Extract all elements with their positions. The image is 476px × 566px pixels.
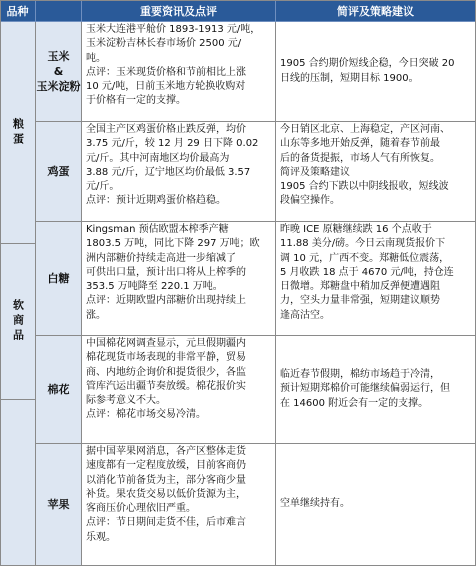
header-category-label: 品种	[6, 4, 29, 18]
product-apple-line-1: 苹果	[47, 498, 70, 511]
product-sugar-line-1: 白糖	[47, 272, 70, 285]
header-news-label: 重要资讯及点评	[140, 4, 217, 18]
strategy-corn: 1905 合约期价短线企稳，今日突破 20 日线的压制，短期目标 1900。	[280, 58, 455, 84]
product-apple	[36, 444, 82, 566]
product-corn-line-2: &	[53, 65, 64, 78]
header-category	[0, 0, 36, 22]
strategy-egg: 今日销区北京、上海稳定，产区河南、 山东等多地开始反弹，随着春节前最 后的备货提振，市场人气有所恢复。 简评及策略建议 1905 合约下跌以中阴线报收，短线波 段偏空操作。	[276, 122, 476, 222]
news-cotton: 中国棉花网调查显示，元旦假期疆内 棉花现货市场表现的非常平静，贸易 商、内地纺企询价和提货很少，各监 管库汽运出疆节奏放缓。棉花报价实 际参考意义不大。 点评：棉花市场交易冷清。	[82, 336, 276, 444]
category-apple-blank	[0, 400, 36, 566]
news-egg: 全国主产区鸡蛋价格止跌反弹，均价 3.75 元/斤，较 12 月 29 日下降 0.02 元/斤。其中河南地区均价最高为 3.88 元/斤，辽宁地区均价最低 3.57 元/斤。 点评：预计近期鸡蛋价格趋稳。	[82, 122, 276, 222]
category-soft	[0, 244, 36, 400]
product-egg-line-1: 鸡蛋	[47, 165, 70, 178]
header-product	[36, 0, 82, 22]
header-strategy	[276, 0, 476, 22]
header-strategy-label: 简评及策略建议	[337, 4, 414, 18]
category-soft-label: 软商品	[11, 299, 25, 344]
product-corn-line-1: 玉米	[47, 50, 70, 63]
category-grain-label: 粮蛋	[11, 117, 25, 148]
strategy-cotton-cell	[276, 336, 476, 444]
product-egg	[36, 122, 82, 222]
header-news	[82, 0, 276, 22]
strategy-apple: 空单继续持有。	[280, 498, 350, 510]
strategy-cotton: 临近春节假期，棉纺市场趋于冷清， 预计短期郑棉价可能继续偏弱运行，但 在 14600 附近会有一定的支撑。	[280, 369, 450, 409]
strategy-apple-cell	[276, 444, 476, 566]
news-corn: 玉米大连港平舱价 1893-1913 元/吨， 玉米淀粉吉林长春市场价 2500 元/ 吨。 点评：玉米现货价格和节前相比上涨 10 元/吨，日前玉米地方轮换收购对 于价格有一定的支撑。	[82, 22, 276, 122]
product-cotton-line-1: 棉花	[47, 383, 70, 396]
news-sugar: Kingsman 预估欧盟本榨季产糖 1803.5 万吨，同比下降 297 万吨；欧 洲内部糖价持续走高进一步缩减了 可供出口量，预计出口将从上榨季的 353.5 万吨降至 220.1 万吨。 点评：近期欧盟内部糖价出现持续上 涨。	[82, 222, 276, 336]
strategy-sugar: 昨晚 ICE 原糖继续跌 16 个点收于 11.88 美分/磅。今日云南现货报价下 调 10 元，广西不变。郑糖低位震荡， 5 月收跌 18 点于 4670 元/吨，持仓连 日微增。郑糖盘中稍加反弹便遭遇阻 力，空头力量非常强，短期建议顺势 逢高沽空。	[276, 222, 476, 336]
product-cotton	[36, 336, 82, 444]
product-corn-line-3: 玉米淀粉	[36, 80, 81, 93]
product-sugar	[36, 222, 82, 336]
category-grain	[0, 22, 36, 244]
product-corn	[36, 22, 82, 122]
news-apple: 据中国苹果网消息，各产区整体走货 速度都有一定程度放缓，目前客商仍 以消化节前备货为主，部分客商少量 补货。果农货交易以低价货源为主， 客商压价心理依旧严重。 点评：节日期间走货不佳，后市难言 乐观。	[82, 444, 276, 566]
strategy-corn-cell	[276, 22, 476, 122]
